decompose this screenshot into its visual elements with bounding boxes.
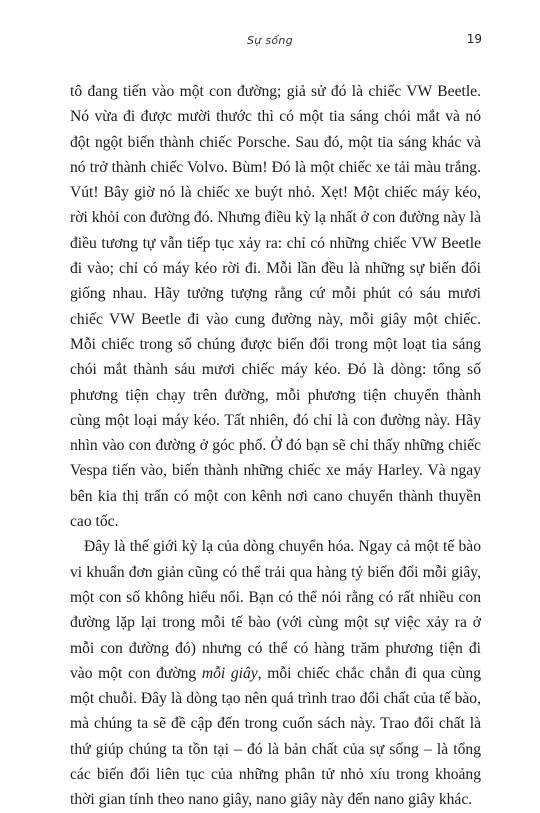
- paragraph-2-emphasis: mỗi giây: [201, 664, 258, 682]
- body-text: [70, 79, 481, 813]
- paragraph-2-text-a: Đây là thế giới kỳ lạ của dòng chuyển hóa. Ngay cả một tế bào vi khuẩn đơn giản cũng có thể trải qua hàng tỷ biến đổi mỗi giây, một con số không hiểu nổi. Bạn có thể nói rằng có rất nhiều con đường lặp lại trong mỗi tế bào (với cùng một sự việc xảy ra ở mỗi con đường đó) nhưng có thể có hàng trăm phương tiện đi vào một con đường: [70, 538, 481, 682]
- running-header: [0, 32, 540, 52]
- paragraph-1-text: tô đang tiến vào một con đường; giả sử đó là chiếc VW Beetle. Nó vừa đi được mười thước thì có một tia sáng chói mắt và nó đột ngột biến thành chiếc Porsche. Sau đó, một tia sáng khác và nó trở thành chiếc Volvo. Bùm! Đó là một chiếc xe tải màu trắng. Vút! Bây giờ nó là chiếc xe buýt nhỏ. Xẹt! Một chiếc máy kéo, rời khỏi con đường đó. Nhưng điều kỳ lạ nhất ở con đường này là điều tương tự vẫn tiếp tục xảy ra: chỉ có những chiếc VW Beetle đi vào; chỉ có máy kéo rời đi. Mỗi lần đều là những sự biến đổi giống nhau. Hãy tưởng tượng rằng cứ mỗi phút có sáu mươi chiếc VW Beetle đi vào cung đường này, mỗi giây một chiếc. Mỗi chiếc trong số chúng được biến đổi trong một loạt tia sáng chói mắt thành sáu mươi chiếc máy kéo. Đó là dòng: tổng số phương tiện chạy trên đường, mỗi phương tiện chuyển thành cùng một loại máy kéo. Tất nhiên, đó chỉ là con đường này. Hãy nhìn vào con đường ở góc phố. Ở đó bạn sẽ chỉ thấy những chiếc Vespa tiến vào, biến thành những chiếc xe máy Harley. Và ngay bên kia thị trấn có một con kênh nơi cano chuyển thành thuyền cao tốc.: [70, 83, 481, 531]
- page-number: 19: [466, 32, 482, 46]
- running-title: Sự sống: [247, 34, 293, 47]
- paragraph-1: [70, 79, 481, 534]
- paragraph-2-text-b: , mỗi chiếc chắc chắn đi qua cùng một chuỗi. Đây là dòng tạo nên quá trình trao đổi chất của tế bào, mà chúng ta sẽ đề cập đến trong cuốn sách này. Trao đổi chất là thứ giúp chúng ta tồn tại – đó là bản chất của sự sống – là tổng các biến đổi liên tục của những phân tử nhỏ xíu trong khoảng thời gian tính theo nano giây, nano giây này đến nano giây khác.: [70, 664, 481, 809]
- paragraph-2: [70, 534, 481, 812]
